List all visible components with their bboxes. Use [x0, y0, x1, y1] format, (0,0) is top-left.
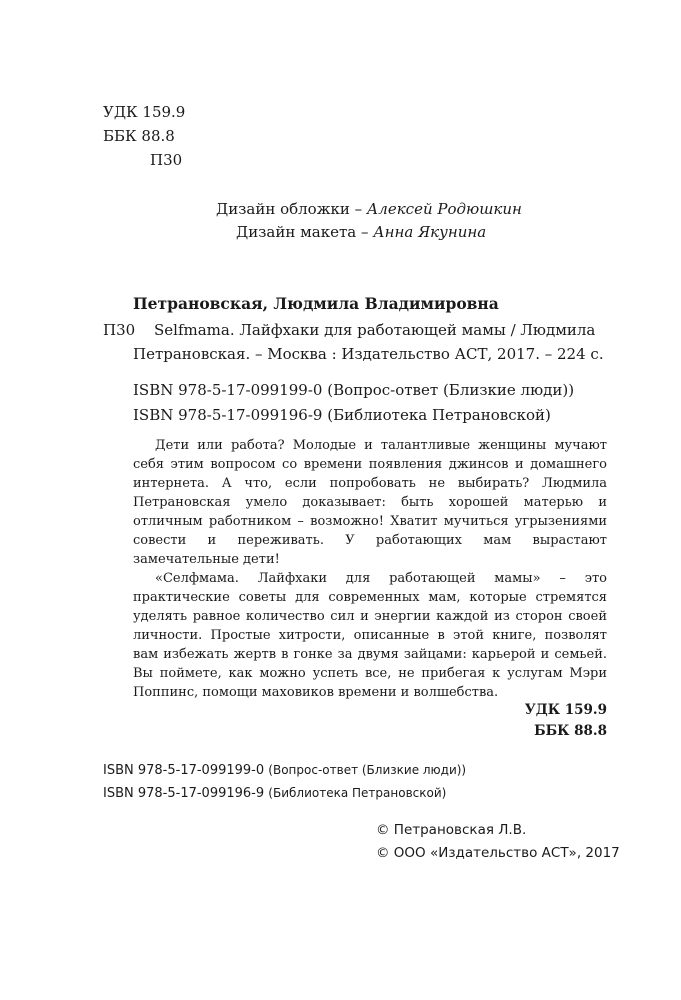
- bib-isbn1: ISBN 978-5-17-099199-0 (Вопрос-ответ (Близкие люди)): [133, 381, 575, 399]
- cover-design-credit: [216, 198, 522, 220]
- isbn-series: (Вопрос-ответ (Близкие люди)): [268, 763, 467, 777]
- copyright-author: © Петрановская Л.В.: [376, 822, 527, 838]
- abstract-paragraph: Дети или работа? Молодые и талантливые женщины мучают себя этим вопросом со времени появления джинсов и домашнего интернета. А что, если попробовать не выбирать? Людмила Петрановская умело доказывает: быть хорошей матерью и отличным работником – возможно! Хватит мучиться угрызениями совести и переживать. У работающих мам вырастают замечательные дети!: [133, 438, 607, 567]
- bib-mark: П30: [103, 321, 136, 339]
- bib-title-line2: Петрановская. – Москва : Издательство АСТ, 2017. – 224 с.: [133, 345, 604, 363]
- layout-design-label: Дизайн макета –: [236, 223, 374, 241]
- isbn-series: (Библиотека Петрановской): [268, 786, 447, 800]
- isbn-code: ISBN 978-5-17-099196-9: [103, 786, 265, 801]
- layout-designer-name: Анна Якунина: [373, 223, 487, 241]
- bbk-code: ББК 88.8: [103, 127, 175, 145]
- layout-design-credit: [236, 221, 486, 243]
- isbn-line-2: [103, 786, 446, 801]
- cover-design-label: Дизайн обложки –: [216, 200, 367, 218]
- abstract-paragraph: «Селфмама. Лайфхаки для работающей мамы» – это практические советы для современных мам, которые стремятся уделять равное количество сил и энергии каждой из сторон своей личности. Простые хитрости, описанные в этой книге, позволят вам избежать жертв в гонке за двумя зайцами: карьерой и семьей. Вы поймете, как можно успеть все, не прибегая к услугам Мэри Поппинс, помощи маховиков времени и волшебства.: [133, 571, 607, 700]
- bottom-udk-code: УДК 159.9: [524, 702, 607, 718]
- copyright-publisher: © ООО «Издательство АСТ», 2017: [376, 845, 620, 861]
- bottom-bbk-code: ББК 88.8: [534, 723, 607, 739]
- author-mark: П30: [150, 151, 183, 169]
- abstract: [133, 436, 607, 702]
- cover-designer-name: Алексей Родюшкин: [366, 200, 522, 218]
- bib-isbn2: ISBN 978-5-17-099196-9 (Библиотека Петрановской): [133, 406, 551, 424]
- isbn-line-1: [103, 763, 466, 778]
- bib-title-line1: Selfmama. Лайфхаки для работающей мамы / Людмила: [154, 321, 596, 339]
- isbn-code: ISBN 978-5-17-099199-0: [103, 763, 265, 778]
- udk-code: УДК 159.9: [103, 103, 186, 121]
- bib-author: Петрановская, Людмила Владимировна: [133, 294, 499, 313]
